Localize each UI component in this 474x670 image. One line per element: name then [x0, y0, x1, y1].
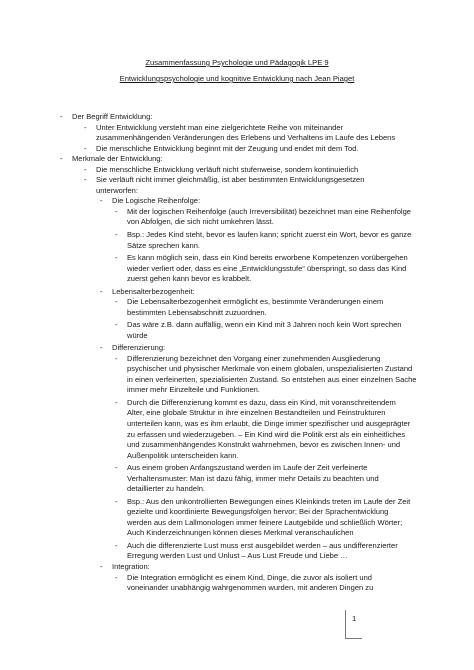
bullet-dash: -	[84, 164, 87, 174]
text-line	[0, 541, 474, 552]
line-text: Bsp.: Jedes Kind steht, bevor es laufen kann; spricht zuerst ein Wort, bevor es ganze	[127, 229, 412, 239]
text-line	[0, 253, 474, 264]
text-line	[0, 419, 474, 430]
text-line	[0, 385, 474, 398]
line-text: unterteilen kann, was es ihm erlaubt, die Dinge immer spezifischer und ausgeprägter	[127, 419, 411, 429]
text-line	[0, 375, 474, 386]
text-line	[0, 343, 474, 354]
line-text: Merkmale der Entwicklung:	[72, 154, 163, 164]
line-text: von Abfolgen, die sich nicht umkehren lässt.	[127, 217, 274, 227]
text-line	[0, 320, 474, 331]
text-line	[0, 364, 474, 375]
bullet-dash: -	[100, 196, 103, 206]
text-line	[0, 573, 474, 584]
line-text: immer mehr Einzelteile und Funktionen.	[127, 385, 260, 395]
bullet-dash: -	[60, 154, 63, 164]
bullet-dash: -	[115, 496, 118, 506]
text-line	[0, 562, 474, 573]
text-line	[0, 144, 474, 155]
bullet-dash: -	[115, 229, 118, 239]
bullet-dash: -	[84, 122, 87, 132]
line-text: Mit der logischen Reihenfolge (auch Irreversibilität) bezeichnet man eine Reihenfolge	[127, 206, 412, 216]
text-line	[0, 463, 474, 474]
text-line	[0, 123, 474, 134]
bullet-dash: -	[115, 397, 118, 407]
bullet-dash: -	[115, 572, 118, 582]
document-title: Zusammenfassung Psychologie und Pädagogik LPE 9	[145, 58, 329, 67]
line-text: Lebensalterbezogenheit:	[112, 286, 195, 296]
line-text: psychischer und physischer Merkmale von einem globalen, unspezialisierten Zustand	[127, 364, 413, 374]
bullet-dash: -	[115, 463, 118, 473]
text-line	[0, 398, 474, 409]
line-text: Unter Entwicklung versteht man eine zielgerichtete Reihe von miteinander	[96, 122, 344, 132]
text-line	[0, 287, 474, 298]
line-text: gezielte und koordinierte Bewegungsfolgen hervor; Bei der Sprachentwicklung	[127, 507, 389, 517]
line-text: Auch Kinderzeichnungen können dieses Merkmal veranschaulichen	[127, 528, 354, 538]
bullet-dash: -	[84, 143, 87, 153]
bullet-dash: -	[115, 206, 118, 216]
text-line	[0, 112, 474, 123]
text-line	[0, 430, 474, 441]
text-line	[0, 175, 474, 186]
line-text: zuerst gehen kann bevor es krabbelt.	[127, 274, 252, 284]
document-subtitle: Entwicklungspsychologie und kognitive Entwicklung nach Jean Piaget	[119, 74, 355, 83]
line-text: Es kann möglich sein, dass ein Kind bereits erworbene Kompetenzen vorübergehen	[127, 253, 408, 263]
text-line	[0, 528, 474, 541]
line-text: Die Integration ermöglicht es einem Kind, Dinge, die zuvor als isoliert und	[127, 572, 372, 582]
bullet-dash: -	[115, 297, 118, 307]
line-text: Die Logische Reihenfolge:	[112, 196, 201, 206]
bullet-dash: -	[115, 540, 118, 550]
line-text: Erregung werden Lust und Unlust – Aus Lust Freude und Liebe …	[127, 551, 348, 561]
line-text: Bsp.: Aus den unkontrollierten Bewegungen eines Kleinkinds treten im Laufe der Zeit	[127, 496, 411, 506]
line-text: wieder verliert oder, dass es eine „Entwicklungsstufe“ überspringt, so dass das Kind	[127, 263, 407, 273]
text-line	[0, 583, 474, 594]
text-line	[0, 154, 474, 165]
line-text: Die menschliche Entwicklung verläuft nicht stufenweise, sondern kontinuierlich	[96, 164, 359, 174]
line-text: Das wäre z.B. dann auffällig, wenn ein Kind mit 3 Jahren noch kein Wort sprechen	[127, 320, 402, 330]
bullet-dash: -	[100, 286, 103, 296]
text-line	[0, 518, 474, 529]
line-text: Differenzierung:	[112, 343, 166, 353]
text-line	[0, 230, 474, 241]
text-line	[0, 497, 474, 508]
text-line	[0, 196, 474, 207]
bullet-dash: -	[115, 320, 118, 330]
text-line	[0, 474, 474, 485]
line-text: Außenpolitik unterscheiden kann.	[127, 450, 239, 460]
text-line	[0, 264, 474, 275]
line-text: und zusammenhängendes Konstrukt wahrnehmen, bevor es zwischen Innen- und	[127, 440, 401, 450]
line-text: würde	[127, 330, 148, 340]
line-text: Der Begriff Entwicklung:	[72, 112, 153, 121]
line-text: Alter, eine globale Struktur in ihre einzelnen Bestandteilen und Feinstrukturen	[127, 408, 386, 418]
text-line	[0, 274, 474, 287]
text-line	[0, 165, 474, 176]
line-text: Auch die differenzierte Lust muss erst ausgebildet werden – aus undifferenzierter	[127, 540, 398, 550]
text-line	[0, 451, 474, 464]
line-text: Die menschliche Entwicklung beginnt mit der Zeugung und endet mit dem Tod.	[96, 143, 359, 153]
text-line	[0, 186, 474, 197]
bullet-dash: -	[115, 253, 118, 263]
line-text: Integration:	[112, 562, 150, 571]
line-text: Durch die Differenzierung kommt es dazu, dass ein Kind, mit voranschreitendem	[127, 397, 396, 407]
line-text: bestimmten Lebensabschnitt zuzuordnen.	[127, 307, 267, 317]
line-text: Differenzierung bezeichnet den Vorgang einer zunehmenden Ausgliederung	[127, 353, 381, 363]
text-line	[0, 440, 474, 451]
line-text: Verhaltensmuster: Man ist dazu fähig, immer mehr Details zu beachten und	[127, 473, 379, 483]
bullet-dash: -	[84, 175, 87, 185]
text-line	[0, 331, 474, 344]
line-text: Aus einem groben Anfangszustand werden im Laufe der Zeit verfeinerte	[127, 463, 368, 473]
bullet-dash: -	[60, 112, 63, 121]
text-line	[0, 484, 474, 497]
text-line	[0, 297, 474, 308]
line-text: unterworfen:	[96, 185, 138, 195]
line-text: Sie verläuft nicht immer gleichmäßig, ist aber bestimmten Entwicklungsgesetzen	[96, 175, 365, 185]
line-text: zusammenhängenden Veränderungen des Erlebens und Verhaltens im Laufe des Lebens	[96, 133, 396, 143]
text-line	[0, 507, 474, 518]
page-number: 1	[352, 614, 357, 623]
bullet-dash: -	[100, 562, 103, 571]
document-body	[0, 112, 474, 594]
line-text: Die Lebensalterbezogenheit ermöglicht es, bestimmte Veränderungen einem	[127, 297, 384, 307]
text-line	[0, 241, 474, 254]
line-text: detaillierter zu handeln.	[127, 484, 206, 494]
line-text: werden aus dem Lallmonologen immer feinere Lautgebilde und schließlich Wörter;	[127, 517, 403, 527]
text-line	[0, 354, 474, 365]
bullet-dash: -	[100, 343, 103, 353]
line-text: Sätze sprechen kann.	[127, 240, 200, 250]
text-line	[0, 133, 474, 144]
text-line	[0, 551, 474, 562]
line-text: zu erfassen und wiederzugeben. – Ein Kind wird die Politik erst als ein einheitliches	[127, 429, 406, 439]
text-line	[0, 308, 474, 321]
text-line	[0, 408, 474, 419]
line-text: voneinander unabhängig wahrgenommen wurden, mit anderen Dingen zu	[127, 583, 374, 593]
line-text: in einen verfeinerten, spezialisierten Zustand. So entstehen aus einer einzelnen Sache	[127, 374, 417, 384]
text-line	[0, 217, 474, 230]
bullet-dash: -	[115, 353, 118, 363]
text-line	[0, 207, 474, 218]
